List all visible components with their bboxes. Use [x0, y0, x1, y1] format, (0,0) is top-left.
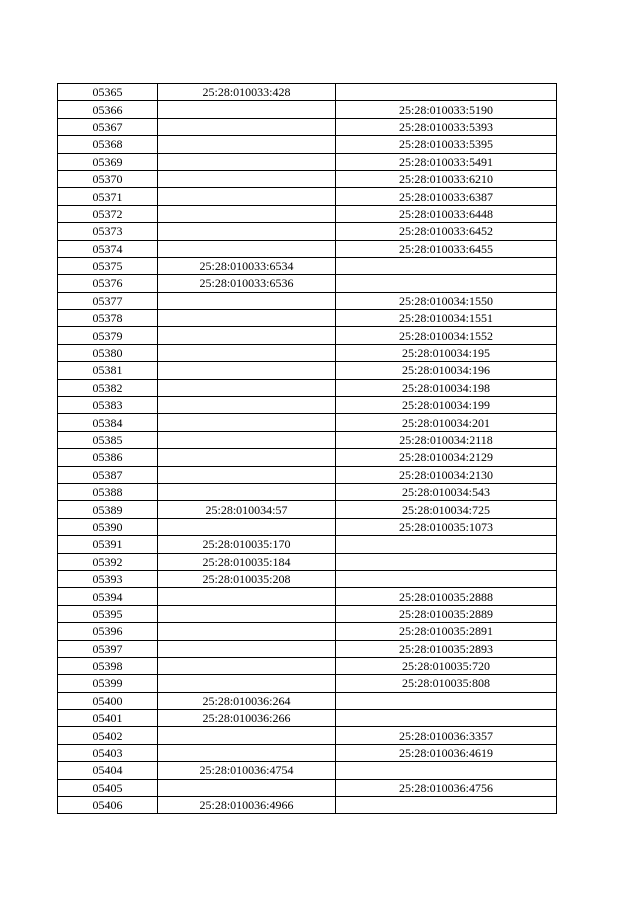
cadastral-number-cell: 25:28:010033:6534	[158, 257, 336, 274]
table-row	[58, 640, 557, 657]
related-cadastral-number-cell: 25:28:010034:1551	[336, 310, 557, 327]
row-number-cell: 05394	[58, 588, 158, 605]
table-row	[58, 501, 557, 518]
cadastral-number-cell	[158, 292, 336, 309]
table-row	[58, 275, 557, 292]
cadastral-number-cell	[158, 657, 336, 674]
table-row	[58, 188, 557, 205]
row-number-cell: 05376	[58, 275, 158, 292]
cadastral-number-cell	[158, 518, 336, 535]
cadastral-table	[57, 83, 557, 814]
related-cadastral-number-cell: 25:28:010033:5491	[336, 153, 557, 170]
cadastral-number-cell	[158, 240, 336, 257]
row-number-cell: 05377	[58, 292, 158, 309]
row-number-cell: 05403	[58, 744, 158, 761]
table-row	[58, 344, 557, 361]
table-row	[58, 797, 557, 814]
related-cadastral-number-cell	[336, 692, 557, 709]
row-number-cell: 05365	[58, 84, 158, 101]
related-cadastral-number-cell	[336, 570, 557, 587]
cadastral-number-cell: 25:28:010036:264	[158, 692, 336, 709]
table-row	[58, 257, 557, 274]
table-row	[58, 483, 557, 500]
related-cadastral-number-cell	[336, 257, 557, 274]
row-number-cell: 05386	[58, 449, 158, 466]
related-cadastral-number-cell: 25:28:010034:725	[336, 501, 557, 518]
cadastral-number-cell	[158, 118, 336, 135]
related-cadastral-number-cell: 25:28:010033:5190	[336, 101, 557, 118]
related-cadastral-number-cell	[336, 710, 557, 727]
related-cadastral-number-cell: 25:28:010035:2889	[336, 605, 557, 622]
row-number-cell: 05388	[58, 483, 158, 500]
row-number-cell: 05367	[58, 118, 158, 135]
table-row	[58, 675, 557, 692]
table-row	[58, 605, 557, 622]
table-row	[58, 657, 557, 674]
row-number-cell: 05384	[58, 414, 158, 431]
row-number-cell: 05368	[58, 136, 158, 153]
cadastral-number-cell: 25:28:010033:428	[158, 84, 336, 101]
related-cadastral-number-cell: 25:28:010033:6455	[336, 240, 557, 257]
related-cadastral-number-cell: 25:28:010033:5393	[336, 118, 557, 135]
related-cadastral-number-cell: 25:28:010034:2129	[336, 449, 557, 466]
table-row	[58, 414, 557, 431]
table-row	[58, 84, 557, 101]
cadastral-number-cell	[158, 623, 336, 640]
table-row	[58, 518, 557, 535]
row-number-cell: 05399	[58, 675, 158, 692]
table-row	[58, 466, 557, 483]
related-cadastral-number-cell	[336, 762, 557, 779]
related-cadastral-number-cell: 25:28:010034:195	[336, 344, 557, 361]
cadastral-number-cell: 25:28:010036:4754	[158, 762, 336, 779]
related-cadastral-number-cell: 25:28:010035:2891	[336, 623, 557, 640]
cadastral-number-cell	[158, 362, 336, 379]
cadastral-number-cell	[158, 327, 336, 344]
row-number-cell: 05369	[58, 153, 158, 170]
row-number-cell: 05378	[58, 310, 158, 327]
table-row	[58, 553, 557, 570]
related-cadastral-number-cell: 25:28:010033:6210	[336, 170, 557, 187]
related-cadastral-number-cell	[336, 275, 557, 292]
cadastral-number-cell	[158, 675, 336, 692]
row-number-cell: 05381	[58, 362, 158, 379]
related-cadastral-number-cell: 25:28:010034:196	[336, 362, 557, 379]
cadastral-number-cell	[158, 483, 336, 500]
cadastral-number-cell: 25:28:010033:6536	[158, 275, 336, 292]
related-cadastral-number-cell: 25:28:010034:1550	[336, 292, 557, 309]
cadastral-number-cell: 25:28:010035:170	[158, 536, 336, 553]
row-number-cell: 05398	[58, 657, 158, 674]
row-number-cell: 05389	[58, 501, 158, 518]
cadastral-number-cell	[158, 379, 336, 396]
cadastral-number-cell	[158, 310, 336, 327]
cadastral-number-cell	[158, 779, 336, 796]
cadastral-number-cell	[158, 397, 336, 414]
cadastral-number-cell	[158, 431, 336, 448]
cadastral-number-cell	[158, 170, 336, 187]
table-row	[58, 727, 557, 744]
related-cadastral-number-cell: 25:28:010034:543	[336, 483, 557, 500]
row-number-cell: 05371	[58, 188, 158, 205]
table-row	[58, 536, 557, 553]
table-row	[58, 240, 557, 257]
table-row	[58, 223, 557, 240]
related-cadastral-number-cell: 25:28:010033:5395	[336, 136, 557, 153]
table-row	[58, 136, 557, 153]
related-cadastral-number-cell: 25:28:010034:199	[336, 397, 557, 414]
related-cadastral-number-cell: 25:28:010035:1073	[336, 518, 557, 535]
table-row	[58, 588, 557, 605]
table-row	[58, 397, 557, 414]
table-row	[58, 153, 557, 170]
row-number-cell: 05402	[58, 727, 158, 744]
row-number-cell: 05400	[58, 692, 158, 709]
table-row	[58, 101, 557, 118]
table-row	[58, 327, 557, 344]
cadastral-number-cell	[158, 205, 336, 222]
related-cadastral-number-cell: 25:28:010033:6387	[336, 188, 557, 205]
related-cadastral-number-cell	[336, 553, 557, 570]
cadastral-number-cell	[158, 640, 336, 657]
row-number-cell: 05370	[58, 170, 158, 187]
related-cadastral-number-cell: 25:28:010033:6452	[336, 223, 557, 240]
row-number-cell: 05392	[58, 553, 158, 570]
table-row	[58, 744, 557, 761]
table-row	[58, 623, 557, 640]
row-number-cell: 05375	[58, 257, 158, 274]
table-row	[58, 362, 557, 379]
table-row	[58, 762, 557, 779]
table-row	[58, 292, 557, 309]
table-row	[58, 449, 557, 466]
table-row	[58, 692, 557, 709]
related-cadastral-number-cell	[336, 797, 557, 814]
table-row	[58, 570, 557, 587]
cadastral-number-cell: 25:28:010036:266	[158, 710, 336, 727]
row-number-cell: 05372	[58, 205, 158, 222]
related-cadastral-number-cell: 25:28:010034:1552	[336, 327, 557, 344]
row-number-cell: 05401	[58, 710, 158, 727]
cadastral-number-cell	[158, 588, 336, 605]
row-number-cell: 05387	[58, 466, 158, 483]
related-cadastral-number-cell: 25:28:010036:3357	[336, 727, 557, 744]
row-number-cell: 05379	[58, 327, 158, 344]
row-number-cell: 05373	[58, 223, 158, 240]
row-number-cell: 05406	[58, 797, 158, 814]
row-number-cell: 05393	[58, 570, 158, 587]
row-number-cell: 05390	[58, 518, 158, 535]
cadastral-number-cell: 25:28:010036:4966	[158, 797, 336, 814]
table-row	[58, 431, 557, 448]
row-number-cell: 05374	[58, 240, 158, 257]
related-cadastral-number-cell: 25:28:010034:2130	[336, 466, 557, 483]
cadastral-number-cell	[158, 727, 336, 744]
cadastral-number-cell	[158, 344, 336, 361]
related-cadastral-number-cell	[336, 84, 557, 101]
cadastral-number-cell	[158, 188, 336, 205]
related-cadastral-number-cell: 25:28:010036:4619	[336, 744, 557, 761]
row-number-cell: 05405	[58, 779, 158, 796]
row-number-cell: 05383	[58, 397, 158, 414]
cadastral-number-cell	[158, 136, 336, 153]
row-number-cell: 05382	[58, 379, 158, 396]
related-cadastral-number-cell: 25:28:010034:2118	[336, 431, 557, 448]
cadastral-number-cell	[158, 153, 336, 170]
cadastral-number-cell: 25:28:010034:57	[158, 501, 336, 518]
row-number-cell: 05397	[58, 640, 158, 657]
table-row	[58, 710, 557, 727]
table-body	[58, 84, 557, 814]
table-row	[58, 379, 557, 396]
cadastral-number-cell	[158, 101, 336, 118]
related-cadastral-number-cell: 25:28:010034:198	[336, 379, 557, 396]
related-cadastral-number-cell: 25:28:010033:6448	[336, 205, 557, 222]
related-cadastral-number-cell	[336, 536, 557, 553]
row-number-cell: 05380	[58, 344, 158, 361]
row-number-cell: 05404	[58, 762, 158, 779]
related-cadastral-number-cell: 25:28:010035:2888	[336, 588, 557, 605]
related-cadastral-number-cell: 25:28:010036:4756	[336, 779, 557, 796]
cadastral-number-cell	[158, 744, 336, 761]
row-number-cell: 05391	[58, 536, 158, 553]
table-row	[58, 118, 557, 135]
related-cadastral-number-cell: 25:28:010035:720	[336, 657, 557, 674]
related-cadastral-number-cell: 25:28:010035:2893	[336, 640, 557, 657]
table-row	[58, 310, 557, 327]
table-row	[58, 779, 557, 796]
row-number-cell: 05395	[58, 605, 158, 622]
related-cadastral-number-cell: 25:28:010035:808	[336, 675, 557, 692]
cadastral-number-cell	[158, 449, 336, 466]
cadastral-number-cell	[158, 466, 336, 483]
cadastral-number-cell	[158, 605, 336, 622]
cadastral-number-cell: 25:28:010035:208	[158, 570, 336, 587]
row-number-cell: 05366	[58, 101, 158, 118]
table-row	[58, 170, 557, 187]
cadastral-number-cell: 25:28:010035:184	[158, 553, 336, 570]
related-cadastral-number-cell: 25:28:010034:201	[336, 414, 557, 431]
cadastral-number-cell	[158, 414, 336, 431]
row-number-cell: 05396	[58, 623, 158, 640]
row-number-cell: 05385	[58, 431, 158, 448]
cadastral-number-cell	[158, 223, 336, 240]
table-row	[58, 205, 557, 222]
